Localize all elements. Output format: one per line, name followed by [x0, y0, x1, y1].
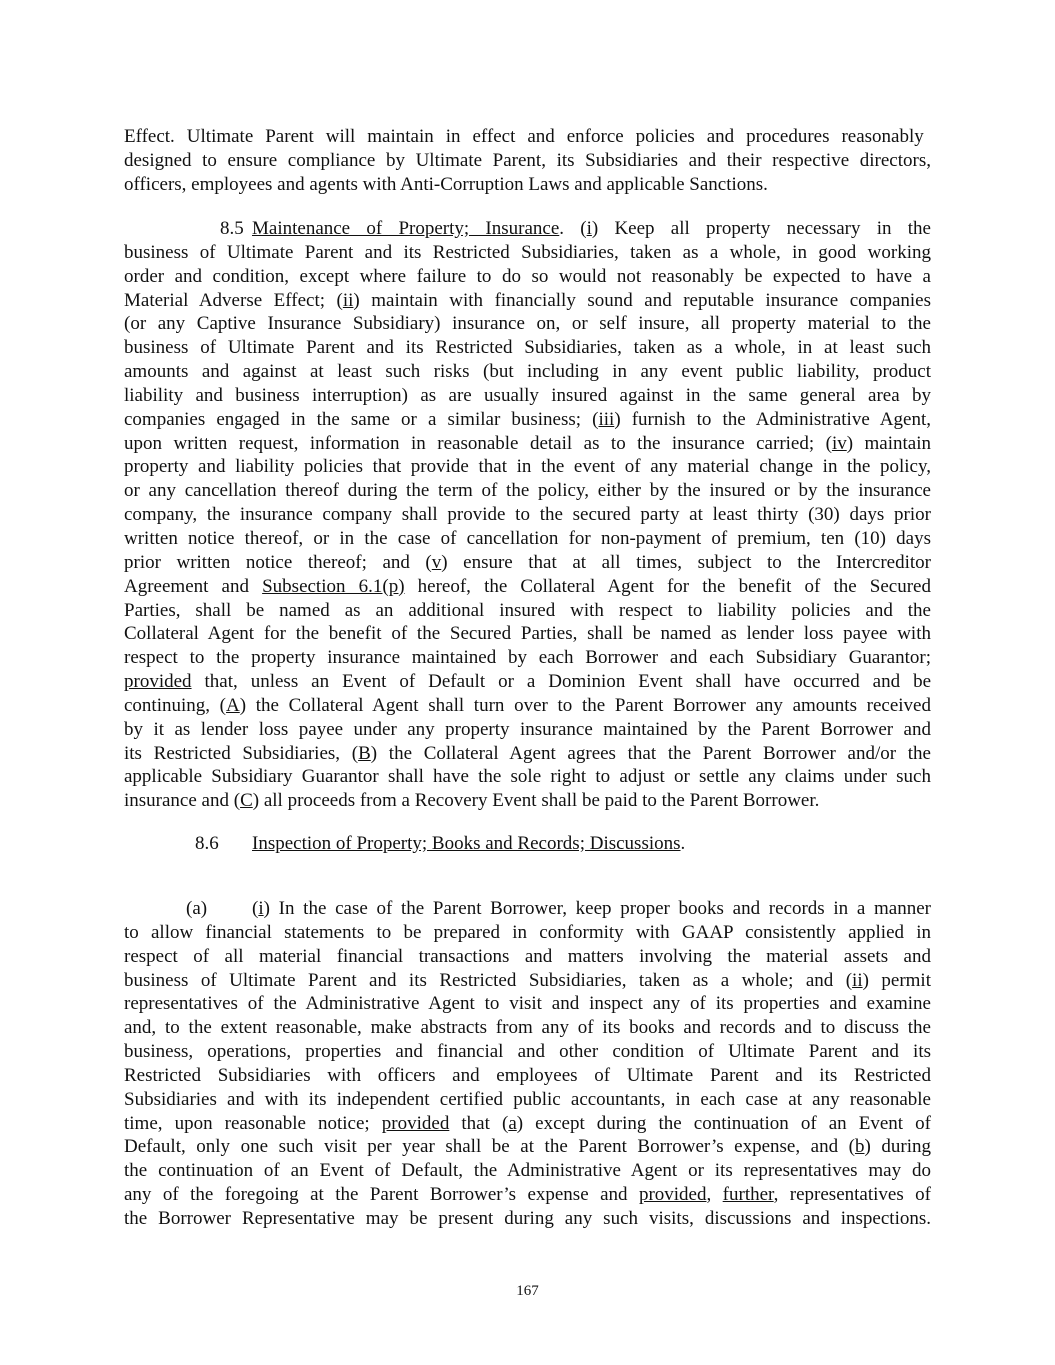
text-segment: business of Ultimate Parent and its Restricted Subsidiaries, taken as a whole; and (	[124, 969, 853, 991]
text-line	[124, 455, 931, 479]
line-content	[124, 149, 931, 173]
text-segment: continuing, (	[124, 694, 227, 716]
text-segment: companies engaged in the same or a similar business; (	[124, 408, 599, 430]
text-line	[124, 241, 931, 265]
text-segment: . (	[559, 218, 587, 239]
text-segment: and, to the extent reasonable, make abstracts from any of its books and records and to discuss the	[124, 1017, 931, 1039]
text-segment: Collateral Agent for the benefit of the Secured Parties, shall be named as lender loss payee with	[124, 623, 931, 645]
line-content	[124, 670, 931, 694]
text-line	[124, 551, 931, 575]
text-segment: , representatives of	[773, 1184, 931, 1206]
text-segment: ) ensure that at all times, subject to the Intercreditor	[441, 551, 931, 573]
text-segment: ) the Collateral Agent agrees that the Parent Borrower and/or the	[370, 742, 931, 764]
text-segment: order and condition, except where failure to do so would not reasonably be expected to have a	[124, 265, 931, 287]
text-segment: .	[680, 833, 686, 854]
line-content	[124, 432, 931, 456]
text-segment: amounts and against at least such risks (but including in any event public liability, product	[124, 361, 931, 383]
line-content	[124, 1088, 931, 1112]
text-segment: designed to ensure compliance by Ultimate Parent, its Subsidiaries and their respective directors,	[124, 149, 931, 171]
underlined-term: v	[431, 551, 442, 573]
underlined-term: ii	[342, 289, 354, 311]
line-content	[124, 360, 931, 384]
underlined-term: provided	[124, 671, 192, 693]
underlined-term: provided	[381, 1112, 450, 1134]
text-segment: the continuation of an Event of Default, the Administrative Agent or its representatives may do	[124, 1160, 931, 1182]
text-segment: Subsidiaries and with its independent certified public accountants, in each case at any reasonable	[124, 1088, 931, 1110]
text-line	[124, 149, 931, 173]
underlined-term: further	[722, 1184, 774, 1206]
line-content	[124, 1207, 931, 1231]
text-line	[124, 945, 931, 969]
text-segment: property and liability policies that provide that in the event of any material change in the policy,	[124, 456, 931, 478]
text-line	[124, 217, 931, 241]
text-segment: representatives of the Administrative Agent to visit and inspect any of its properties and examine	[124, 993, 931, 1015]
text-line	[124, 718, 931, 742]
text-segment: time, upon reasonable notice;	[124, 1112, 382, 1134]
line-content	[124, 455, 931, 479]
text-line	[124, 992, 931, 1016]
text-segment: business of Ultimate Parent and its Restricted Subsidiaries, taken as a whole, in at least such	[124, 337, 931, 359]
text-segment: insurance and (	[124, 790, 241, 812]
text-segment: Material Adverse Effect; (	[124, 289, 343, 311]
line-content	[252, 897, 931, 921]
line-content	[124, 173, 768, 197]
text-segment: ) except during the continuation of an Event of	[516, 1112, 931, 1134]
text-segment: ) during	[864, 1136, 931, 1158]
text-line	[124, 173, 931, 197]
text-line	[124, 832, 931, 856]
text-line	[124, 1135, 931, 1159]
underlined-term: b	[855, 1136, 865, 1158]
underlined-term: a	[508, 1112, 517, 1134]
line-content	[124, 265, 931, 289]
text-line	[124, 360, 931, 384]
line-content	[124, 1040, 931, 1064]
underlined-term: provided	[638, 1184, 707, 1206]
line-content	[124, 1183, 931, 1207]
paragraph-sanctions-compliance	[124, 125, 931, 197]
text-line	[124, 1088, 931, 1112]
text-segment: ) all proceeds from a Recovery Event shall be paid to the Parent Borrower.	[252, 790, 820, 812]
text-segment: or any cancellation thereof during the term of the policy, either by the insured or by the insurance	[124, 480, 931, 502]
text-line	[124, 969, 931, 993]
line-content	[252, 217, 931, 241]
text-segment: ) In the case of the Parent Borrower, keep proper books and records in a manner	[263, 898, 931, 919]
text-segment: ) permit	[862, 969, 931, 991]
section-8-5-maintenance-of-property	[124, 217, 931, 813]
text-line	[124, 312, 931, 336]
text-segment: Parties, shall be named as an additional insured with respect to liability policies and the	[124, 599, 931, 621]
text-line	[124, 921, 931, 945]
text-segment: business, operations, properties and financial and other condition of Ultimate Parent and its	[124, 1041, 931, 1063]
underlined-term: Subsection 6.1(p)	[262, 575, 405, 597]
line-content	[124, 599, 931, 623]
text-line	[124, 432, 931, 456]
text-segment: the Borrower Representative may be present during any such visits, discussions and inspections.	[124, 1207, 931, 1229]
section-number: (a)	[186, 898, 208, 919]
line-content	[124, 789, 819, 813]
text-line	[124, 336, 931, 360]
text-segment: ) the Collateral Agent shall turn over to the Parent Borrower any amounts received	[239, 694, 931, 716]
text-segment: business of Ultimate Parent and its Restricted Subsidiaries, taken as a whole, in good working	[124, 241, 931, 263]
text-line	[124, 527, 931, 551]
text-segment: respect of all material financial transactions and matters involving the material assets and	[124, 945, 931, 967]
text-segment: (	[252, 898, 259, 919]
line-content	[124, 527, 931, 551]
line-content	[124, 575, 931, 599]
line-content	[124, 945, 931, 969]
page-number: 167	[516, 1283, 539, 1299]
line-content	[124, 503, 931, 527]
line-content	[124, 969, 931, 993]
line-content	[124, 1135, 931, 1159]
text-segment: that, unless an Event of Default or a Dominion Event shall have occurred and be	[191, 671, 931, 693]
line-content	[124, 125, 924, 149]
line-content	[124, 1112, 931, 1136]
text-line	[124, 765, 931, 789]
text-line	[124, 599, 931, 623]
text-segment: upon written request, information in reasonable detail as to the insurance carried; (	[124, 432, 832, 454]
text-segment: hereof, the Collateral Agent for the benefit of the Secured	[404, 575, 931, 597]
text-segment: written notice thereof, or in the case of cancellation for non-payment of premium, ten (10) days	[124, 527, 931, 549]
text-line	[124, 1183, 931, 1207]
line-content	[124, 408, 931, 432]
underlined-term: C	[240, 790, 253, 812]
underlined-term: Inspection of Property; Books and Records; Discussions	[252, 833, 681, 854]
text-line	[124, 646, 931, 670]
section-8-6-a-paragraph	[124, 897, 931, 1231]
line-content	[124, 551, 931, 575]
text-line	[124, 265, 931, 289]
text-line	[124, 1064, 931, 1088]
underlined-term: A	[226, 694, 240, 716]
text-line	[124, 1040, 931, 1064]
line-content	[124, 384, 931, 408]
section-number: 8.6	[195, 833, 219, 854]
text-segment: applicable Subsidiary Guarantor shall have the sole right to adjust or settle any claims under such	[124, 766, 931, 788]
text-line	[124, 742, 931, 766]
underlined-term: ii	[852, 969, 863, 991]
text-segment: Restricted Subsidiaries with officers and employees of Ultimate Parent and its Restricted	[124, 1064, 931, 1086]
text-segment: Agreement and	[124, 575, 263, 597]
section-8-6-heading	[124, 832, 931, 856]
text-segment: by it as lender loss payee under any property insurance maintained by the Parent Borrower and	[124, 718, 931, 740]
underlined-term: B	[358, 742, 371, 764]
section-number: 8.5	[220, 218, 244, 239]
text-line	[124, 789, 931, 813]
text-line	[124, 897, 931, 921]
line-content	[124, 992, 931, 1016]
text-segment: Default, only one such visit per year shall be at the Parent Borrower’s expense, and (	[124, 1136, 855, 1158]
underlined-term: iii	[598, 408, 615, 430]
text-line	[124, 1016, 931, 1040]
text-line	[124, 384, 931, 408]
line-content	[124, 765, 931, 789]
underlined-term: iv	[831, 432, 847, 454]
text-line	[124, 670, 931, 694]
underlined-term: i	[586, 218, 592, 239]
text-line	[124, 1159, 931, 1183]
text-segment: company, the insurance company shall provide to the secured party at least thirty (30) days prior	[124, 504, 931, 526]
text-segment: any of the foregoing at the Parent Borrower’s expense and	[124, 1184, 639, 1206]
line-content	[124, 921, 931, 945]
text-segment: ) Keep all property necessary in the	[591, 218, 931, 239]
line-content	[124, 1064, 931, 1088]
text-line	[124, 1207, 931, 1231]
line-content	[252, 832, 685, 856]
text-line	[124, 622, 931, 646]
text-line	[124, 575, 931, 599]
line-content	[124, 289, 931, 313]
text-segment: that (	[449, 1112, 509, 1134]
line-content	[124, 622, 931, 646]
text-segment: prior written notice thereof; and (	[124, 551, 432, 573]
line-content	[124, 742, 931, 766]
text-segment: respect to the property insurance maintained by each Borrower and each Subsidiary Guarantor;	[124, 647, 931, 669]
text-line	[124, 479, 931, 503]
text-segment: Effect. Ultimate Parent will maintain in effect and enforce policies and procedures reasonably	[124, 126, 924, 147]
text-segment: ,	[706, 1184, 723, 1206]
line-content	[124, 646, 931, 670]
line-content	[124, 241, 931, 265]
text-segment: its Restricted Subsidiaries, (	[124, 742, 359, 764]
underlined-term: i	[258, 898, 264, 919]
text-segment: ) furnish to the Administrative Agent,	[614, 408, 931, 430]
text-line	[124, 503, 931, 527]
line-content	[124, 1159, 931, 1183]
text-segment: ) maintain with financially sound and reputable insurance companies	[353, 289, 931, 311]
text-segment: (or any Captive Insurance Subsidiary) insurance on, or self insure, all property material to the	[124, 313, 931, 335]
line-content	[124, 694, 931, 718]
line-content	[124, 312, 931, 336]
line-content	[124, 718, 931, 742]
text-segment: liability and business interruption) as are usually insured against in the same general area by	[124, 384, 931, 406]
line-content	[124, 479, 931, 503]
text-line	[124, 125, 931, 149]
text-line	[124, 408, 931, 432]
text-line	[124, 694, 931, 718]
line-content	[124, 1016, 931, 1040]
line-content	[124, 336, 931, 360]
text-segment: officers, employees and agents with Anti-Corruption Laws and applicable Sanctions.	[124, 173, 768, 195]
underlined-term: Maintenance of Property; Insurance	[252, 218, 560, 239]
text-line	[124, 289, 931, 313]
text-segment: to allow financial statements to be prepared in conformity with GAAP consistently applied in	[124, 921, 931, 943]
text-line	[124, 1112, 931, 1136]
text-segment: ) maintain	[846, 432, 931, 454]
